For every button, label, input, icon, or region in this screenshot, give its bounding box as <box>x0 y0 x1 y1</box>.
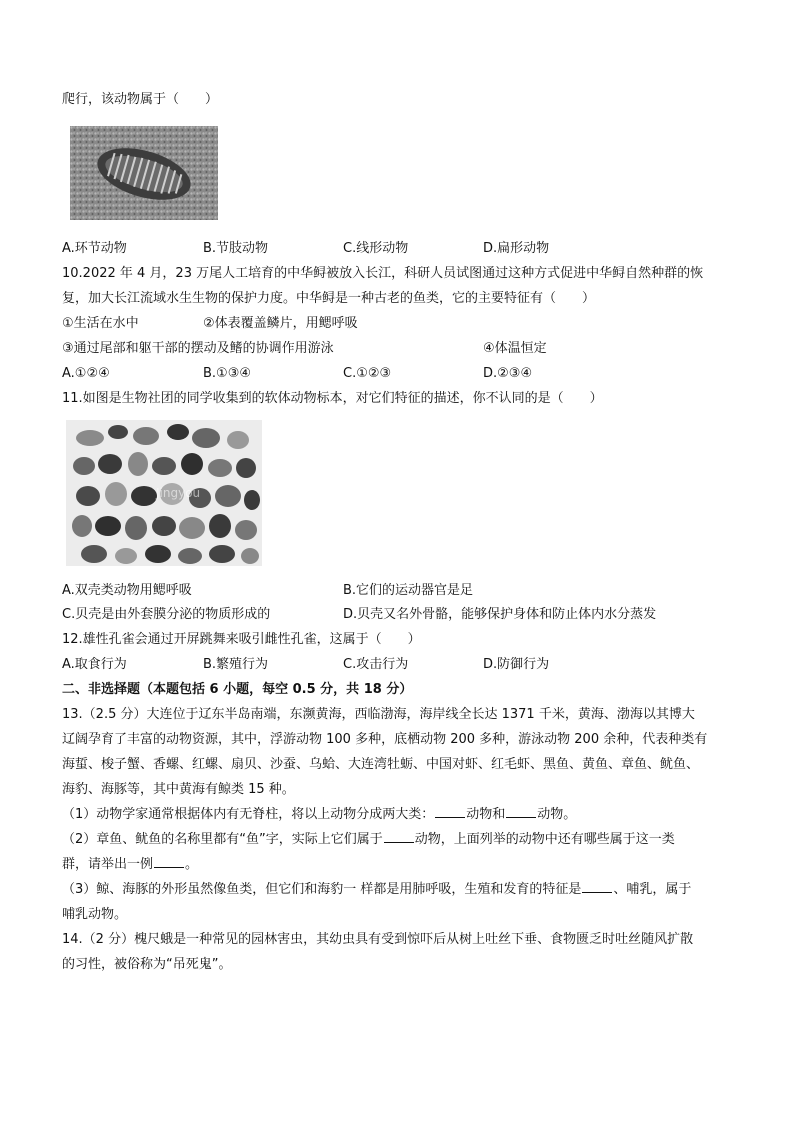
q10-statement-1: ①生活在水中 <box>62 316 139 331</box>
q13-part-2-text-c: 群，请举出一例 <box>62 857 154 872</box>
q13-stem-line2: 辽阔孕育了丰富的动物资源，其中，浮游动物 100 多种，底栖动物 200 多种，游泳动物 200 余种，代表种类有 <box>62 732 708 747</box>
q13-part-3-line2: 哺乳动物。 <box>62 907 128 922</box>
q13-part-2-text-a: （2）章鱼、鱿鱼的名称里都有“鱼”字，实际上它们属于 <box>62 832 383 847</box>
q11-option-b: B.它们的运动器官是足 <box>343 583 474 598</box>
q13-part-1 <box>62 805 576 825</box>
q10-option-c: C.①②③ <box>343 366 392 381</box>
q13-part-1-text-c: 动物。 <box>537 807 577 822</box>
q9-option-c: C.线形动物 <box>343 241 409 256</box>
q10-stem-line2: 复，加大长江流域水生生物的保护力度。中华鲟是一种古老的鱼类，它的主要特征有（ ） <box>62 291 596 306</box>
q11-option-a: A.双壳类动物用鳃呼吸 <box>62 583 192 598</box>
q13-answer-blank-2[interactable] <box>506 805 536 818</box>
q11-option-c: C.贝壳是由外套膜分泌的物质形成的 <box>62 607 271 622</box>
shell-specimens-photo <box>66 420 262 566</box>
q12-option-b: B.繁殖行为 <box>203 657 269 672</box>
q9-stem-tail: 爬行，该动物属于（ ） <box>62 92 219 107</box>
q9-option-b: B.节肢动物 <box>203 241 269 256</box>
watermark-logo: Jingyou <box>156 486 201 500</box>
q10-option-d: D.②③④ <box>483 366 533 381</box>
chiton-photo <box>70 126 218 220</box>
q13-part-1-text-b: 动物和 <box>466 807 506 822</box>
q13-part-1-text-a: （1）动物学家通常根据体内有无脊柱，将以上动物分成两大类： <box>62 807 435 822</box>
q10-statement-4: ④体温恒定 <box>483 341 547 356</box>
q10-option-b: B.①③④ <box>203 366 252 381</box>
q13-part-2-text-b: 动物，上面列举的动物中还有哪些属于这一类 <box>414 832 675 847</box>
q13-part-3-line1 <box>62 880 691 900</box>
q13-part-2-text-d: 。 <box>185 857 199 872</box>
q13-part-3-text-a: （3）鲸、海豚的外形虽然像鱼类，但它们和海豹一 样都是用肺呼吸，生殖和发育的特征是 <box>62 882 582 897</box>
q12-stem: 12.雄性孔雀会通过开屏跳舞来吸引雌性孔雀，这属于（ ） <box>62 632 421 647</box>
q11-stem: 11.如图是生物社团的同学收集到的软体动物标本，对它们特征的描述，你不认同的是（ ） <box>62 391 603 406</box>
section-2-heading: 二、非选择题（本题包括 6 小题，每空 0.5 分，共 18 分） <box>62 682 413 697</box>
q13-part-3-text-b: 、哺乳，属于 <box>613 882 692 897</box>
q13-answer-blank-5[interactable] <box>582 880 612 893</box>
q10-statement-2: ②体表覆盖鳞片，用鳃呼吸 <box>203 316 358 331</box>
q12-option-c: C.攻击行为 <box>343 657 409 672</box>
q14-stem-line2: 的习性，被俗称为“吊死鬼”。 <box>62 957 232 972</box>
q12-option-d: D.防御行为 <box>483 657 550 672</box>
q13-answer-blank-3[interactable] <box>384 830 414 843</box>
q12-option-a: A.取食行为 <box>62 657 127 672</box>
q13-answer-blank-4[interactable] <box>154 855 184 868</box>
q13-stem-line4: 海豹、海豚等，其中黄海有鲸类 15 种。 <box>62 782 295 797</box>
q10-stem-line1: 10.2022 年 4 月，23 万尾人工培育的中华鲟被放入长江，科研人员试图通过这种方式促进中华鲟自然种群的恢 <box>62 266 704 281</box>
q14-stem-line1: 14.（2 分）槐尺蛾是一种常见的园林害虫，其幼虫具有受到惊吓后从树上吐丝下垂、食物匮乏时吐丝随风扩散 <box>62 932 694 947</box>
q13-stem-line1: 13.（2.5 分）大连位于辽东半岛南端，东濒黄海，西临渤海，海岸线全长达 1371 千米，黄海、渤海以其博大 <box>62 707 695 722</box>
q13-part-2-line1 <box>62 830 675 850</box>
q9-option-d: D.扁形动物 <box>483 241 550 256</box>
q13-answer-blank-1[interactable] <box>435 805 465 818</box>
q9-option-a: A.环节动物 <box>62 241 127 256</box>
q11-option-d: D.贝壳又名外骨骼，能够保护身体和防止体内水分蒸发 <box>343 607 657 622</box>
q13-part-2-line2 <box>62 855 198 875</box>
q10-statement-3: ③通过尾部和躯干部的摆动及鳍的协调作用游泳 <box>62 341 334 356</box>
q10-option-a: A.①②④ <box>62 366 110 381</box>
q13-stem-line3: 海蜇、梭子蟹、香螺、红螺、扇贝、沙蚕、乌蛤、大连湾牡蛎、中国对虾、红毛虾、黑鱼、黄鱼、章鱼、鱿鱼、 <box>62 757 700 772</box>
